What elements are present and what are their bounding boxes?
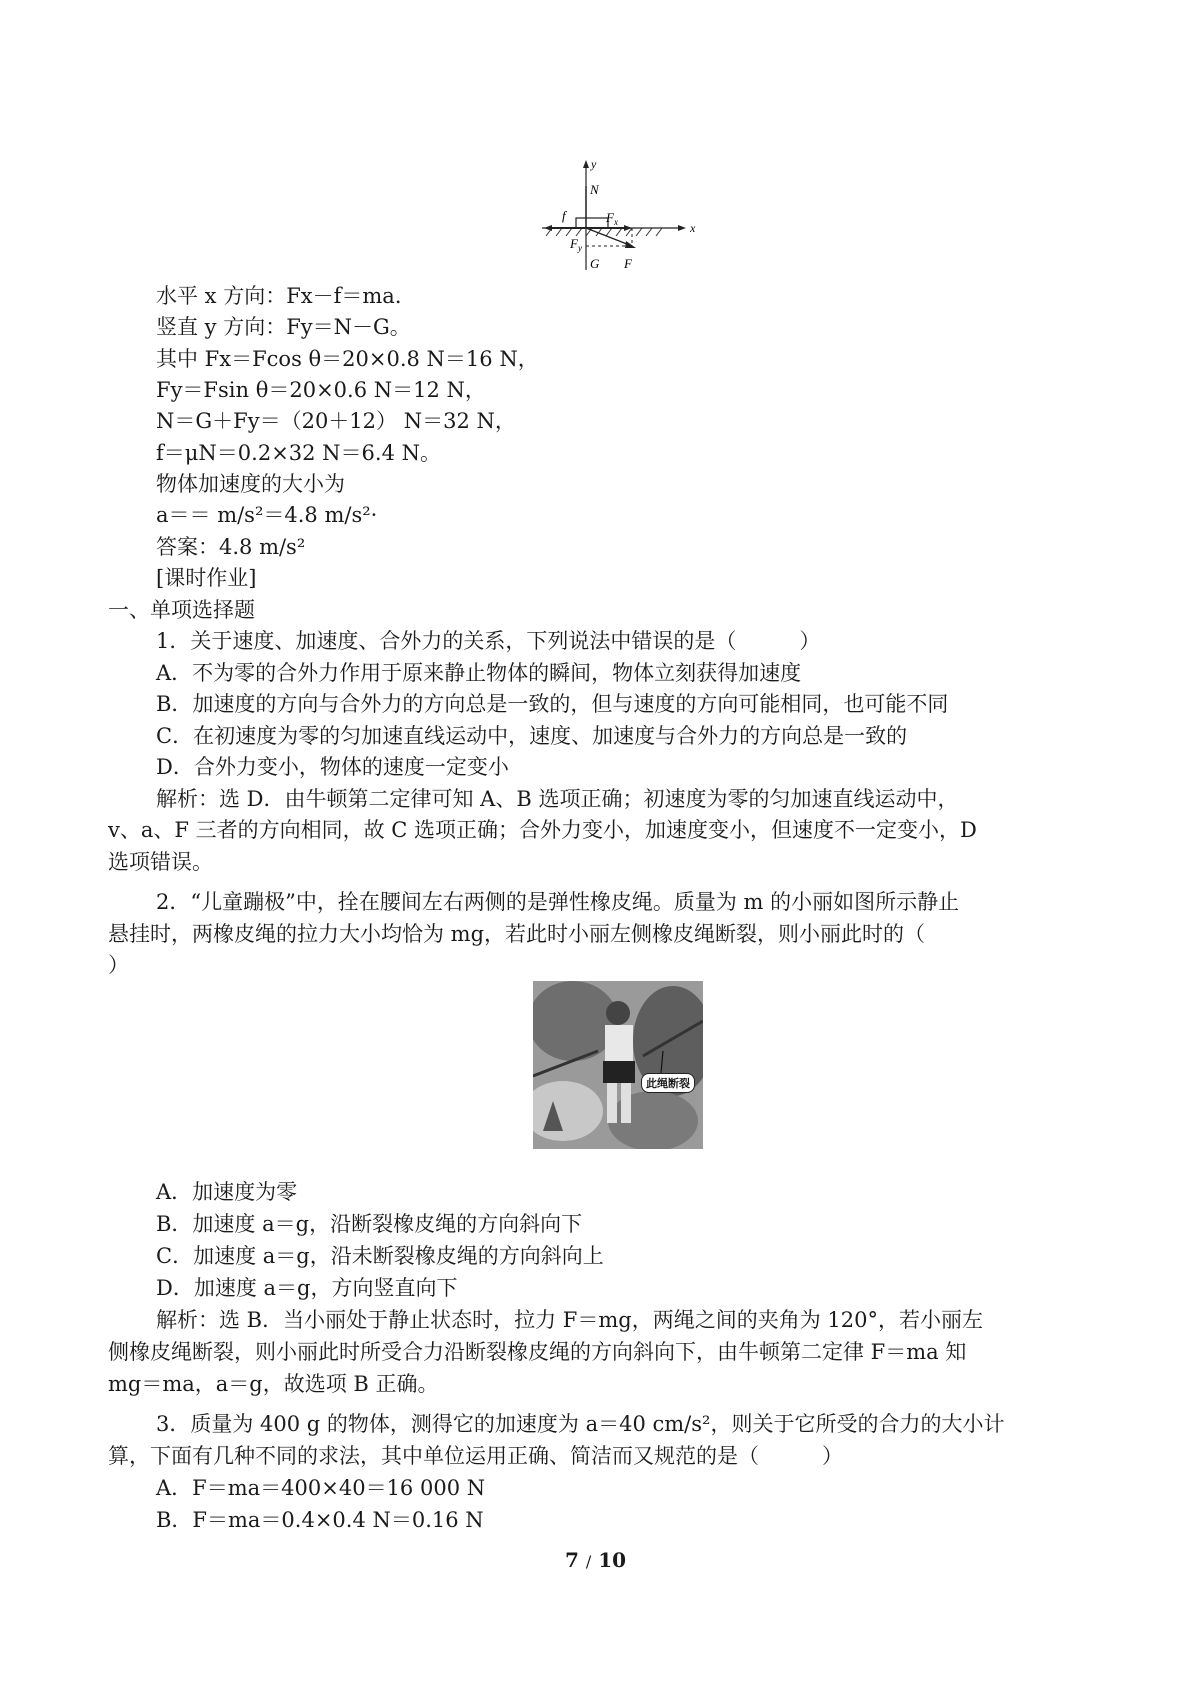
q1-option-a: A．不为零的合外力作用于原来静止物体的瞬间，物体立刻获得加速度 bbox=[156, 661, 802, 685]
svg-text:F: F bbox=[624, 256, 632, 271]
current-page: 7 bbox=[564, 1548, 579, 1572]
page-number bbox=[0, 1548, 1191, 1572]
solution-line: 其中 Fx＝Fcos θ＝20×0.8 N＝16 N， bbox=[156, 347, 539, 371]
solution-line: N＝G＋Fy＝（20＋12） N＝32 N， bbox=[156, 409, 516, 433]
svg-text:y: y bbox=[591, 158, 597, 171]
answer-line: 答案：4.8 m/s² bbox=[156, 535, 306, 559]
q2-stem-line: 2．“儿童蹦极”中，拴在腰间左右两侧的是弹性橡皮绳。质量为 m 的小丽如图所示静止 bbox=[156, 890, 960, 914]
homework-heading: [课时作业] bbox=[156, 566, 257, 590]
q1-analysis-line: 解析：选 D．由牛顿第二定律可知 A、B 选项正确；初速度为零的匀加速直线运动中， bbox=[156, 787, 959, 811]
svg-text:x: x bbox=[690, 221, 696, 235]
solution-line: 物体加速度的大小为 bbox=[156, 472, 345, 496]
q2-option-b: B．加速度 a＝g，沿断裂橡皮绳的方向斜向下 bbox=[156, 1212, 583, 1236]
svg-text:N: N bbox=[590, 182, 599, 197]
q3-stem-line: 算，下面有几种不同的求法，其中单位运用正确、简洁而又规范的是（ ） bbox=[108, 1444, 843, 1468]
svg-text:F: F bbox=[606, 210, 614, 225]
q3-option-a: A．F＝ma＝400×40＝16 000 N bbox=[156, 1476, 486, 1500]
q2-stem-line: 悬挂时，两橡皮绳的拉力大小均恰为 mg，若此时小丽左侧橡皮绳断裂，则小丽此时的（ bbox=[108, 922, 926, 946]
q1-option-b: B．加速度的方向与合外力的方向总是一致的，但与速度的方向可能相同，也可能不同 bbox=[156, 692, 949, 716]
svg-text:f: f bbox=[562, 208, 566, 223]
q1-option-d: D．合外力变小，物体的速度一定变小 bbox=[156, 755, 509, 779]
q2-analysis-line: 解析：选 B．当小丽处于静止状态时，拉力 F＝mg，两绳之间的夹角为 120°，若小丽左 bbox=[156, 1308, 983, 1332]
q2-option-a: A．加速度为零 bbox=[156, 1180, 298, 1204]
photo-caption: 此绳断裂 bbox=[641, 1073, 695, 1093]
svg-text:x: x bbox=[614, 217, 618, 227]
total-pages: 10 bbox=[598, 1548, 627, 1572]
q1-analysis-line: v、a、F 三者的方向相同，故 C 选项正确；合外力变小，加速度变小，但速度不一定变小，D bbox=[108, 818, 977, 842]
force-f-arrow bbox=[586, 228, 632, 246]
q1-analysis-line: 选项错误。 bbox=[108, 850, 213, 874]
svg-text:G: G bbox=[590, 256, 600, 271]
solution-line: 水平 x 方向：Fx－f＝ma． bbox=[156, 284, 416, 308]
block bbox=[576, 218, 608, 228]
solution-line: Fy＝Fsin θ＝20×0.6 N＝12 N， bbox=[156, 378, 486, 402]
bungee-photo bbox=[533, 981, 703, 1149]
force-diagram bbox=[540, 158, 700, 276]
q1-stem: 1．关于速度、加速度、合外力的关系，下列说法中错误的是（ ） bbox=[156, 629, 821, 653]
solution-line: a＝＝ m/s²＝4.8 m/s²· bbox=[156, 503, 378, 527]
section-heading: 一、单项选择题 bbox=[108, 598, 255, 622]
svg-text:F: F bbox=[570, 236, 578, 251]
svg-text:y: y bbox=[578, 243, 582, 253]
q3-option-b: B．F＝ma＝0.4×0.4 N＝0.16 N bbox=[156, 1508, 484, 1532]
q2-analysis-line: 侧橡皮绳断裂，则小丽此时所受合力沿断裂橡皮绳的方向斜向下，由牛顿第二定律 F＝ma 知 bbox=[108, 1340, 967, 1364]
q3-stem-line: 3．质量为 400 g 的物体，测得它的加速度为 a＝40 cm/s²，则关于它所受的合力的大小计 bbox=[156, 1412, 1005, 1436]
q2-option-c: C．加速度 a＝g，沿未断裂橡皮绳的方向斜向上 bbox=[156, 1244, 604, 1268]
q1-option-c: C．在初速度为零的匀加速直线运动中，速度、加速度与合外力的方向总是一致的 bbox=[156, 724, 908, 748]
q2-analysis-line: mg＝ma，a＝g，故选项 B 正确。 bbox=[108, 1372, 439, 1396]
page-separator: / bbox=[585, 1552, 592, 1571]
q2-stem-line: ） bbox=[108, 953, 129, 977]
solution-line: 竖直 y 方向：Fy＝N－G。 bbox=[156, 315, 411, 339]
q2-option-d: D．加速度 a＝g，方向竖直向下 bbox=[156, 1276, 458, 1300]
solution-line: f＝μN＝0.2×32 N＝6.4 N。 bbox=[156, 441, 442, 465]
